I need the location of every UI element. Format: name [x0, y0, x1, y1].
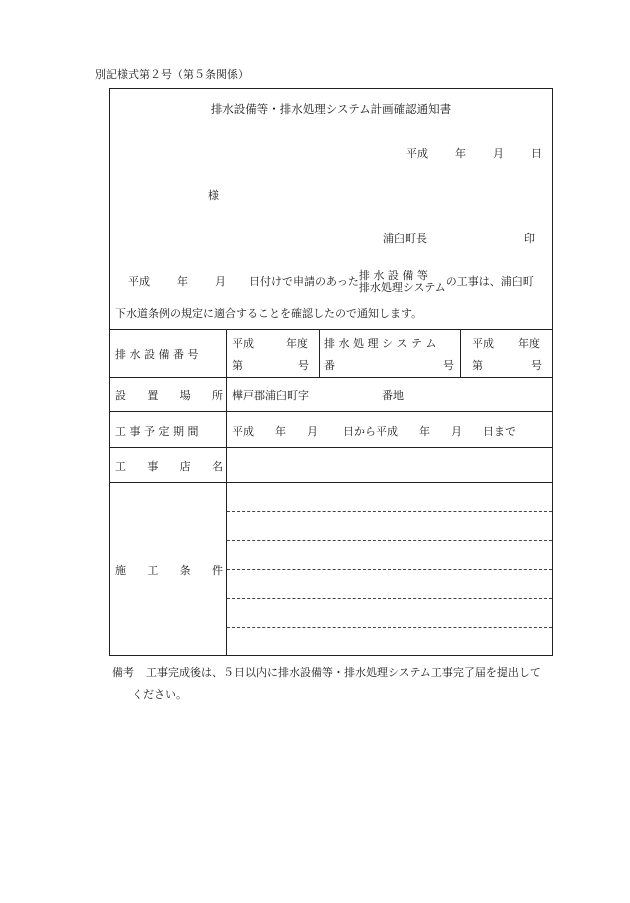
body-line-1 [128, 269, 534, 295]
body-month: 月 [215, 275, 226, 288]
body-era: 平成 [128, 275, 150, 288]
body-stacked-subject [359, 270, 446, 294]
row-divider [110, 447, 552, 448]
body-line-2: 下水道条例の規定に適合することを確認したので通知します。 [115, 307, 423, 320]
condition-line [227, 540, 552, 541]
period-year-2: 年 [419, 425, 430, 438]
remark-line-1: 工事完成後は、５日以内に排水設備等・排水処理システム工事完了届を提出して [146, 666, 541, 679]
issuer-seal: 印 [524, 232, 535, 245]
row-divider [110, 411, 552, 412]
condition-line [227, 627, 552, 628]
condition-line [227, 598, 552, 599]
date-month: 月 [493, 147, 504, 160]
condition-line [227, 511, 552, 512]
period-from: 日から平成 [343, 425, 398, 438]
period-value [232, 423, 516, 439]
period-month-2: 月 [451, 425, 462, 438]
system-number-label-gou: 号 [443, 359, 454, 372]
system-number-label-ban: 番 [324, 359, 335, 372]
document-title: 排水設備等・排水処理システム計画確認通知書 [210, 102, 452, 116]
period-year-1: 年 [275, 425, 286, 438]
period-label: 工 事 予 定 期 間 [115, 425, 199, 438]
contractor-label: 工 事 店 名 [115, 460, 223, 473]
drain-number-fiscal-year: 年度 [286, 337, 308, 350]
location-label: 設 置 場 所 [115, 389, 223, 402]
body-text-1: 日付けで申請のあった [249, 275, 359, 288]
date-day: 日 [531, 147, 542, 160]
row-divider [110, 377, 552, 378]
location-suffix: 番地 [382, 389, 404, 402]
remark-label: 備考 [112, 666, 134, 679]
drain-number-era: 平成 [232, 337, 254, 350]
row-divider [110, 482, 552, 483]
system-number-era: 平成 [472, 337, 494, 350]
drain-number-dai: 第 [232, 359, 243, 372]
date-era: 平成 [406, 147, 428, 160]
period-era: 平成 [232, 425, 254, 438]
column-divider [226, 329, 227, 655]
system-number-fiscal-year: 年度 [518, 337, 540, 350]
system-number-dai: 第 [472, 359, 483, 372]
period-month-1: 月 [307, 425, 318, 438]
system-number-label: 排 水 処 理 シ ス テ ム [324, 337, 437, 350]
column-divider [319, 329, 320, 377]
body-year: 年 [177, 275, 188, 288]
form-number-label: 別記様式第２号（第５条関係） [95, 68, 249, 81]
notice-form [109, 88, 553, 656]
remark-line-2: ください。 [132, 688, 187, 701]
body-text-2: の工事は、浦臼町 [445, 275, 534, 288]
issue-date [406, 145, 542, 161]
drain-number-label: 排 水 設 備 番 号 [115, 348, 199, 361]
body-stack-bottom: 排水処理システム [358, 281, 446, 294]
issuer-name: 浦臼町長 [383, 232, 427, 245]
drain-number-gou: 号 [298, 359, 309, 372]
condition-line [227, 569, 552, 570]
column-divider [460, 329, 461, 377]
addressee-suffix: 様 [208, 189, 219, 202]
conditions-label: 施 工 条 件 [115, 564, 223, 577]
system-number-gou: 号 [531, 359, 542, 372]
date-year: 年 [455, 147, 466, 160]
body-stack-top: 排 水 設 備 等 [358, 269, 428, 282]
location-prefix: 樺戸郡浦臼町字 [232, 389, 309, 402]
row-divider [110, 329, 552, 330]
period-until: 日まで [483, 425, 516, 438]
